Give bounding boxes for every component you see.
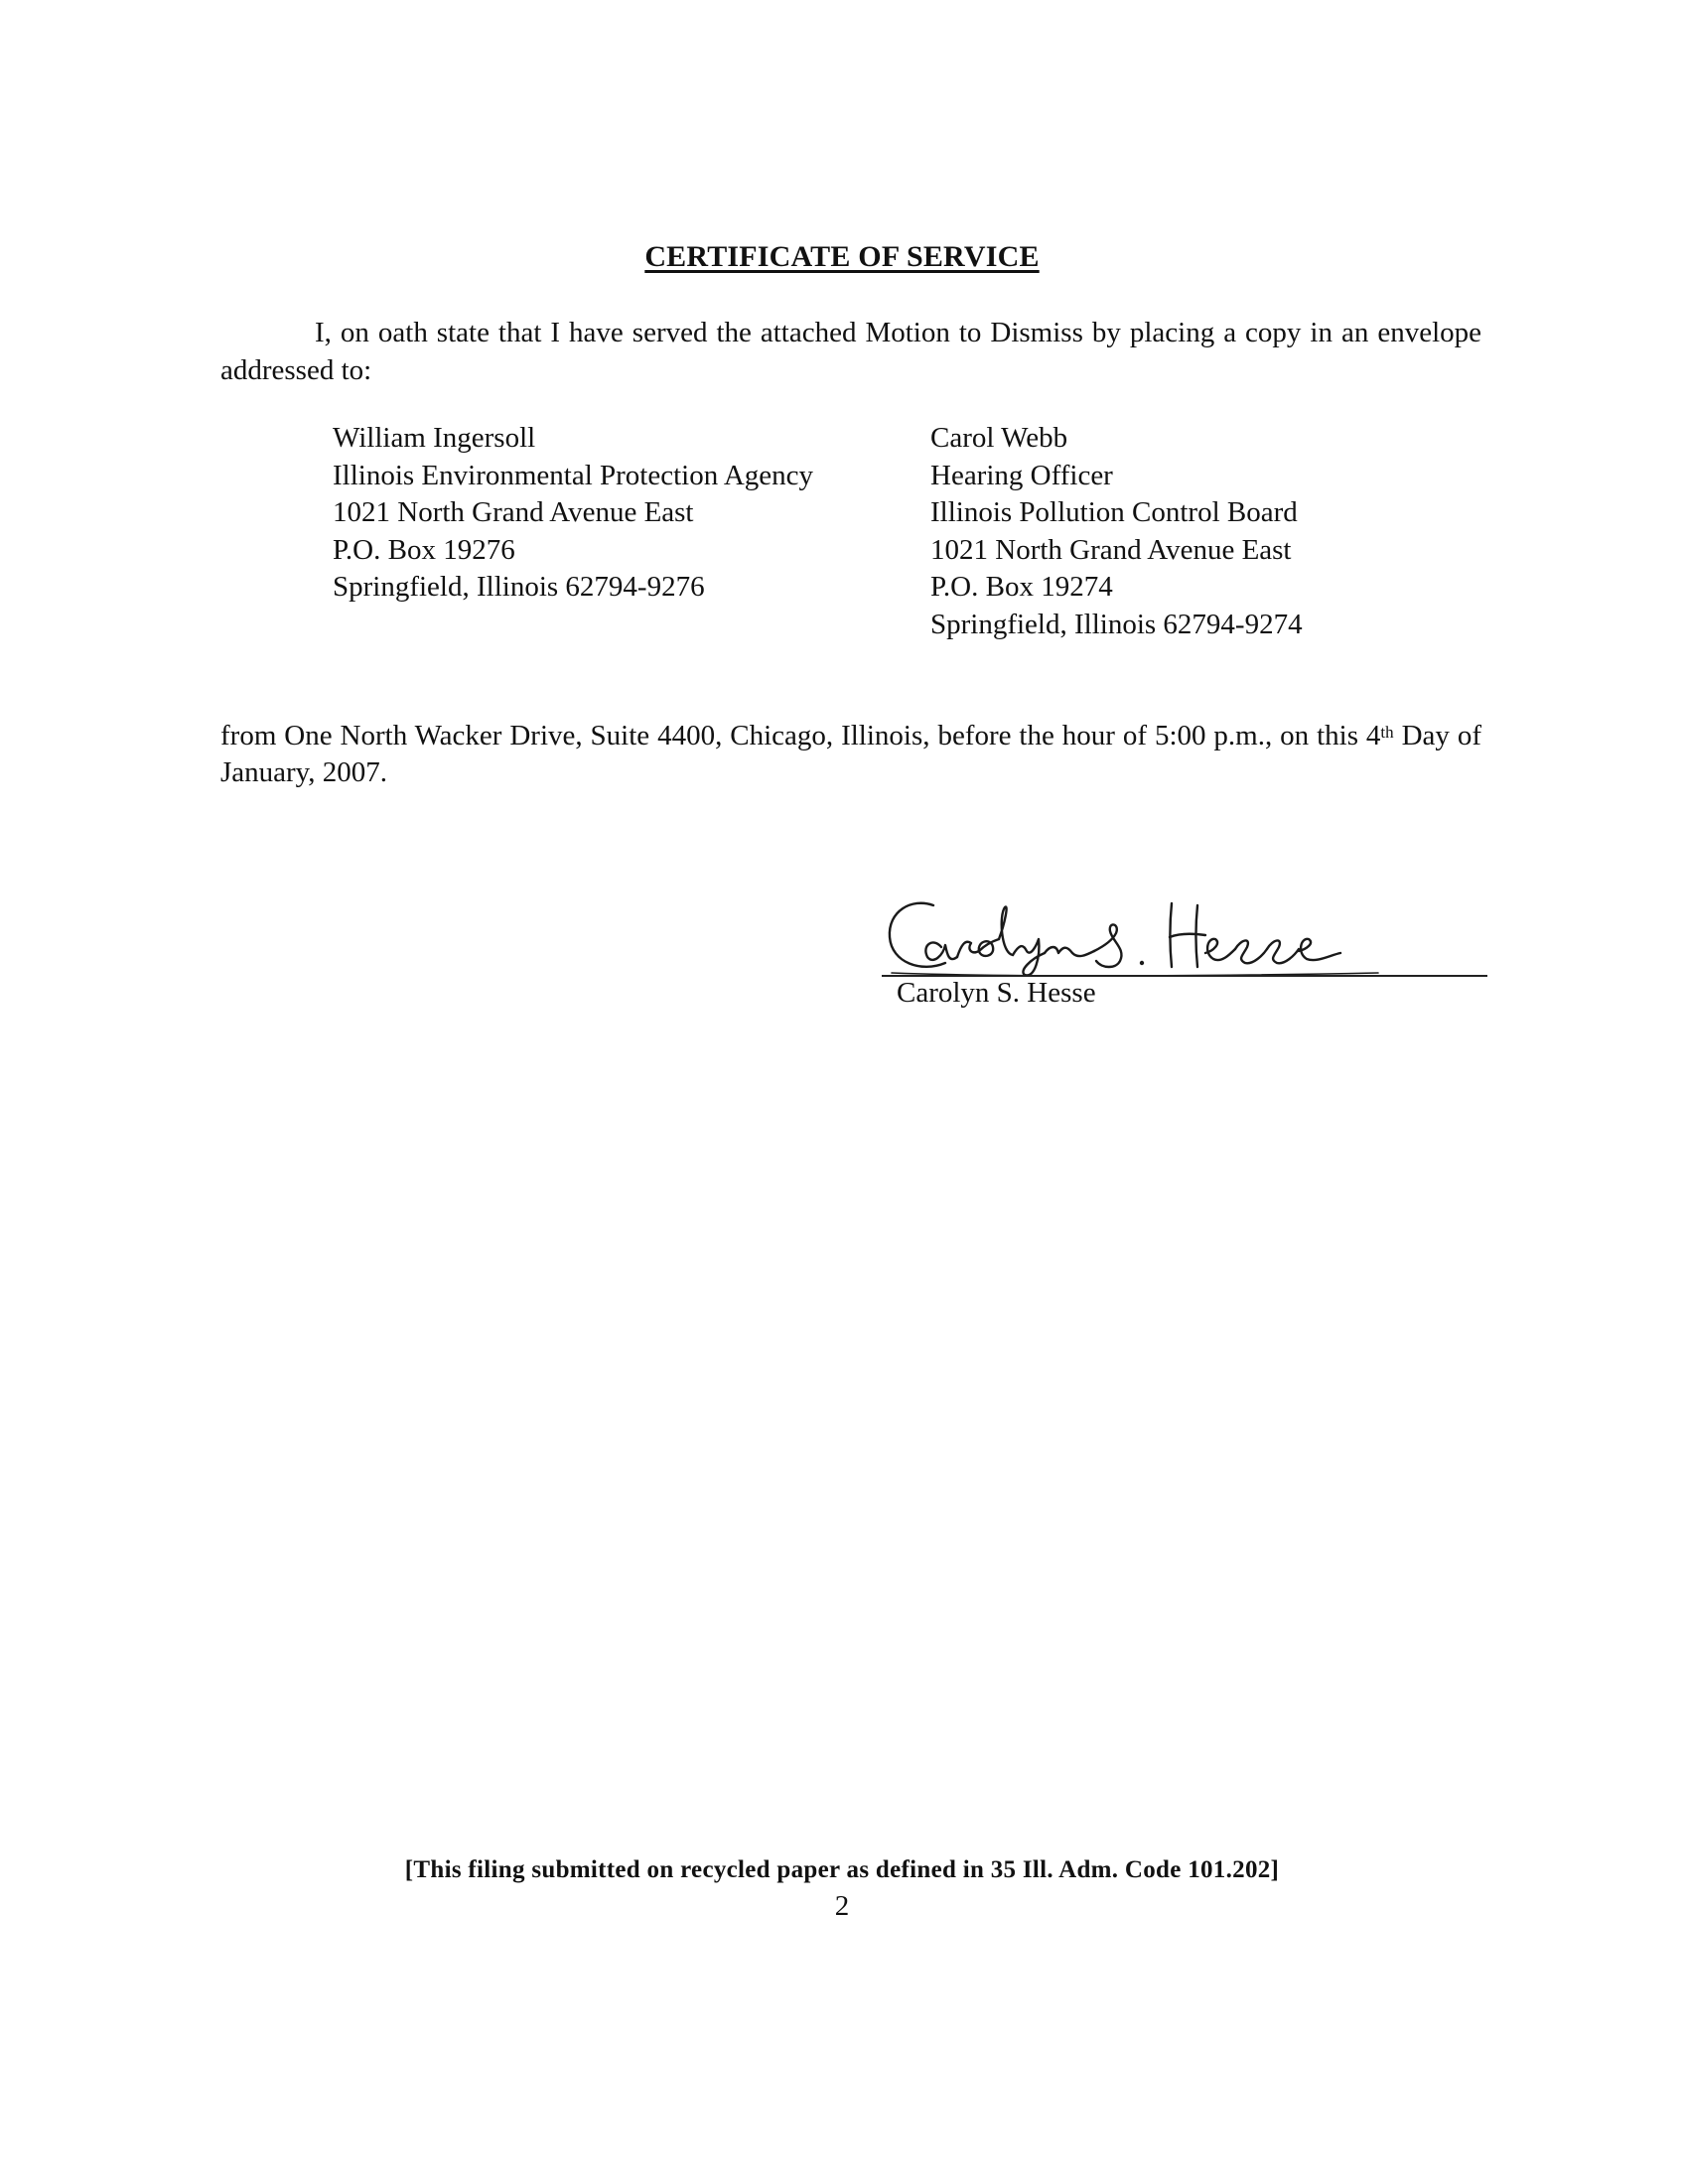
address-line: Illinois Environmental Protection Agency	[333, 459, 814, 491]
address-line: P.O. Box 19274	[930, 571, 1113, 603]
address-line: Carol Webb	[930, 422, 1068, 454]
address-line: Illinois Pollution Control Board	[930, 496, 1298, 528]
closing-paragraph	[220, 718, 1481, 791]
intro-paragraph: I, on oath state that I have served the attached Motion to Dismiss by placing a copy in an envelope addressed to:	[220, 317, 1481, 386]
address-line: 1021 North Grand Avenue East	[333, 496, 694, 528]
address-line: Springfield, Illinois 62794-9276	[333, 571, 705, 603]
recipient-address-left	[333, 420, 813, 607]
address-line: Hearing Officer	[930, 459, 1113, 491]
address-line: 1021 North Grand Avenue East	[930, 533, 1292, 566]
closing-text: from One North Wacker Drive, Suite 4400, Chicago, Illinois, before the hour of 5:00 p.m., on this 4	[220, 720, 1381, 751]
address-line: P.O. Box 19276	[333, 533, 515, 566]
handwritten-signature	[882, 893, 1398, 983]
signer-name: Carolyn S. Hesse	[897, 977, 1096, 1009]
recycled-paper-note: [This filing submitted on recycled paper as defined in 35 Ill. Adm. Code 101.202]	[404, 1856, 1280, 1883]
recipient-address-right	[930, 420, 1303, 643]
closing-text-end: Day of January, 2007.	[220, 720, 1481, 788]
page-number: 2	[834, 1890, 850, 1922]
page-title: CERTIFICATE OF SERVICE	[644, 240, 1040, 273]
ordinal-suffix: th	[1380, 723, 1394, 742]
address-line: Springfield, Illinois 62794-9274	[930, 608, 1303, 640]
address-line: William Ingersoll	[333, 422, 536, 454]
